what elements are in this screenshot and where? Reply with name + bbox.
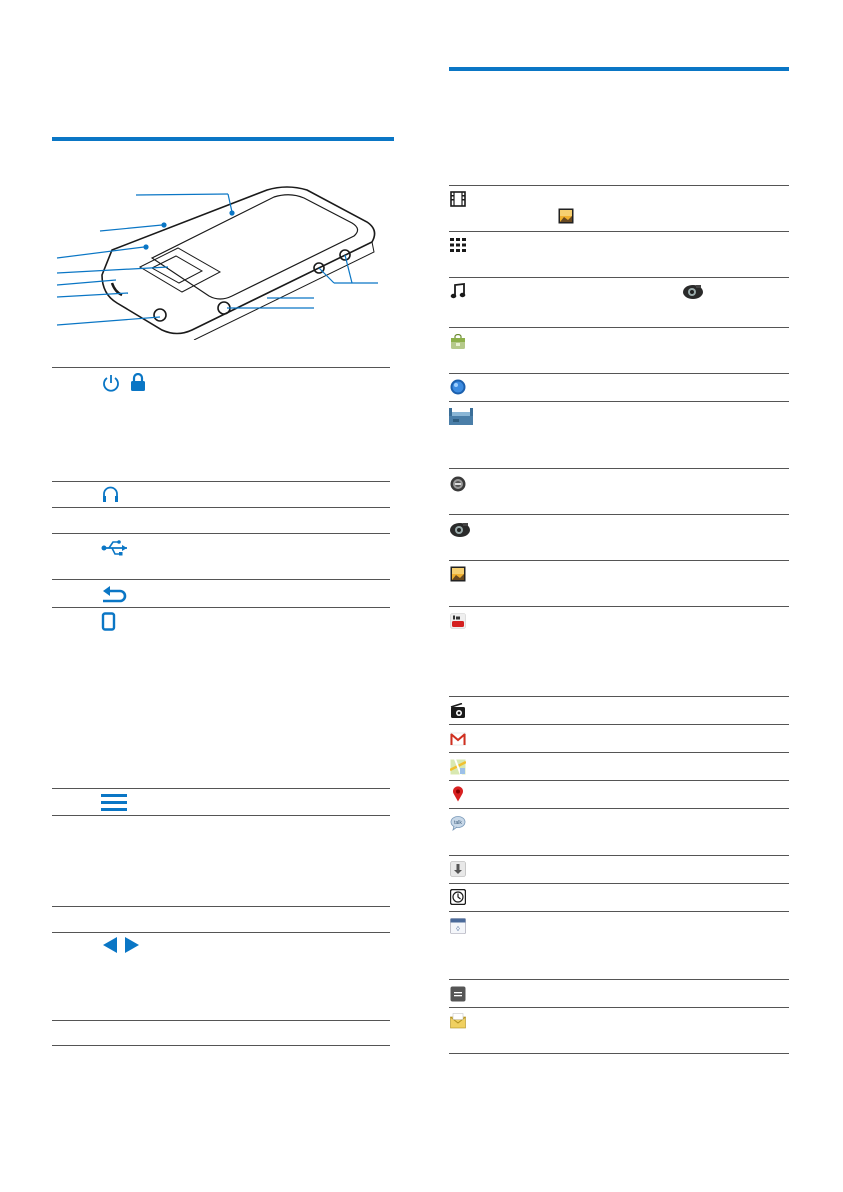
right-table-divider	[449, 780, 789, 781]
right-table-divider	[449, 327, 789, 328]
right-section-heading-rule	[449, 67, 789, 71]
right-table-divider	[449, 560, 789, 561]
menu-icon	[101, 793, 127, 812]
headphones-icon	[102, 486, 119, 503]
right-table-divider	[449, 468, 789, 469]
home-icon	[101, 612, 117, 631]
gmail-icon	[450, 731, 466, 747]
right-table-divider	[449, 1007, 789, 1008]
svg-text:◊: ◊	[456, 926, 460, 933]
right-table-divider	[449, 185, 789, 186]
right-table-divider	[449, 911, 789, 912]
clock-icon	[450, 889, 466, 905]
usb-icon	[101, 539, 131, 557]
right-table-divider	[449, 979, 789, 980]
camera-icon	[682, 282, 704, 300]
left-table-divider	[52, 579, 390, 580]
svg-text:talk: talk	[454, 820, 462, 826]
left-table-divider	[52, 533, 390, 534]
video-icon	[450, 191, 466, 207]
device-diagram	[52, 180, 392, 340]
left-table-divider	[52, 1020, 390, 1021]
left-table-divider	[52, 507, 390, 508]
downloads-icon	[450, 861, 466, 877]
right-table-divider	[449, 696, 789, 697]
browser-icon	[450, 379, 466, 395]
places-icon	[450, 786, 466, 802]
lock-icon	[130, 373, 146, 392]
next-arrow-icon	[124, 936, 140, 954]
left-section-heading-rule	[52, 137, 394, 141]
apps-grid-icon	[450, 237, 466, 253]
talk-icon	[450, 815, 466, 831]
youtube-icon	[450, 613, 466, 629]
right-table-divider	[449, 401, 789, 402]
right-table-divider	[449, 752, 789, 753]
prev-arrow-icon	[102, 936, 118, 954]
market-icon	[450, 334, 466, 350]
right-table-divider	[449, 231, 789, 232]
power-icon	[102, 374, 120, 392]
right-table-divider	[449, 724, 789, 725]
maps-icon	[450, 759, 466, 775]
left-table-divider	[52, 932, 390, 933]
gallery-icon	[558, 208, 574, 224]
speaker-icon	[450, 476, 466, 492]
right-table-divider	[449, 855, 789, 856]
radio-icon	[450, 703, 466, 719]
right-table-divider	[449, 373, 789, 374]
right-table-divider	[449, 883, 789, 884]
notes-icon	[450, 986, 466, 1002]
left-table-divider	[52, 367, 390, 368]
right-table-divider	[449, 514, 789, 515]
apps-folder-icon	[449, 407, 473, 425]
back-icon	[101, 584, 127, 603]
right-table-divider	[449, 606, 789, 607]
right-table-divider	[449, 277, 789, 278]
left-table-divider	[52, 788, 390, 789]
left-table-divider	[52, 906, 390, 907]
gallery-icon	[450, 566, 466, 582]
email-icon	[450, 1013, 466, 1029]
left-table-divider	[52, 1045, 390, 1046]
right-table-divider	[449, 1053, 789, 1054]
left-table-divider	[52, 607, 390, 608]
left-table-divider	[52, 815, 390, 816]
camera-icon	[449, 520, 471, 538]
calendar-icon	[450, 918, 466, 934]
right-table-divider	[449, 808, 789, 809]
left-table-divider	[52, 481, 390, 482]
music-note-icon	[450, 283, 466, 299]
